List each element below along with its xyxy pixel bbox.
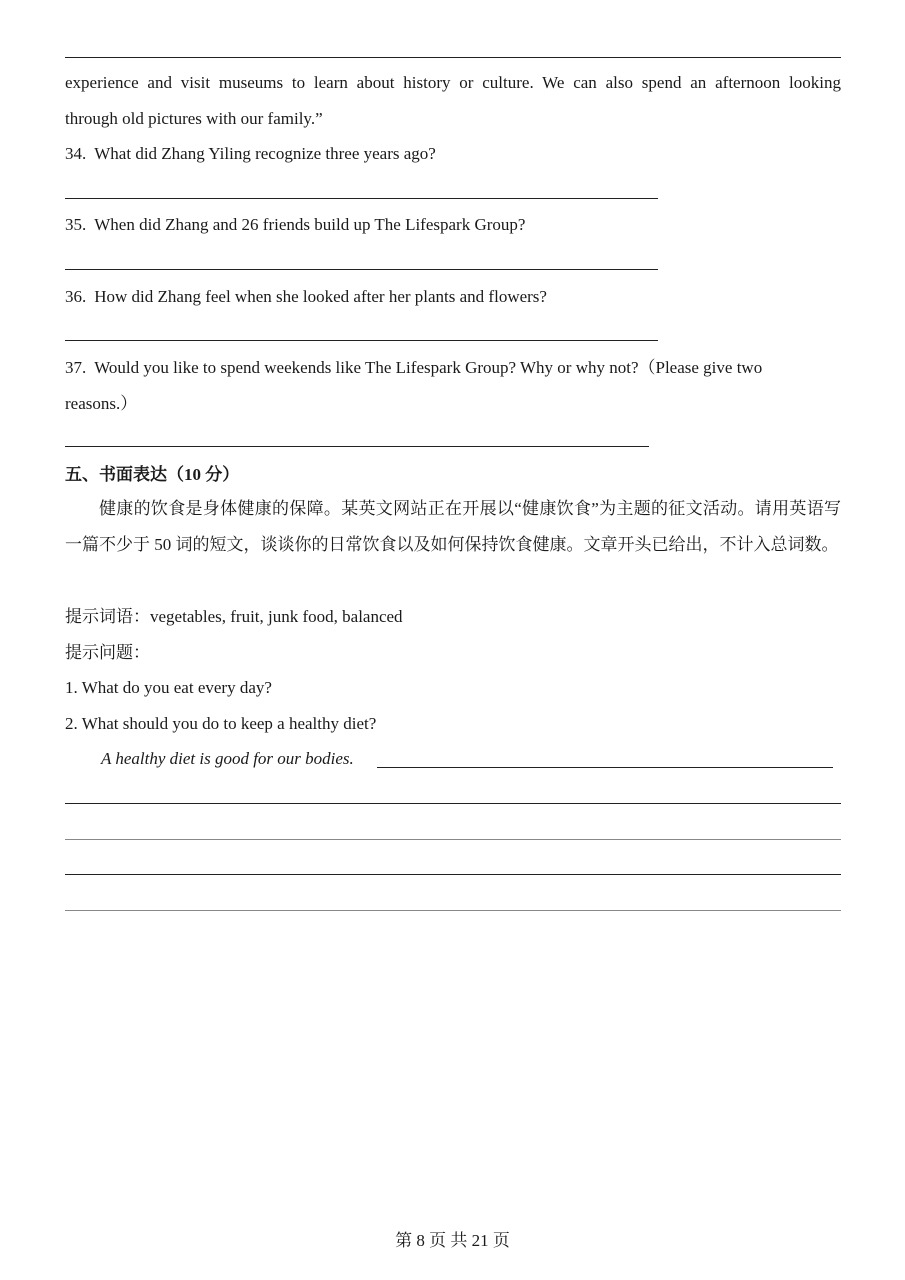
hint-words-row xyxy=(65,606,403,628)
passage-line-2: through old pictures with our family.” xyxy=(65,109,323,128)
question-text: How did Zhang feel when she looked after her plants and flowers? xyxy=(94,287,547,306)
answer-line-35[interactable] xyxy=(65,269,658,270)
question-34 xyxy=(65,143,436,165)
writing-prompt-text: 健康的饮食是身体健康的保障。某英文网站正在开展以“健康饮食”为主题的征文活动。请用英语写一篇不少于 50 词的短文，谈谈你的日常饮食以及如何保持饮食健康。文章开头已给出，不计入总词数。 xyxy=(65,499,841,554)
hint-words-label: 提示词语： xyxy=(65,607,150,626)
answer-line-36[interactable] xyxy=(65,340,658,341)
essay-line-2[interactable] xyxy=(65,839,841,840)
passage-line-1: experience and visit museums to learn about history or culture. We can also spend an afternoon looking xyxy=(65,73,841,92)
hint-question-1: 1. What do you eat every day? xyxy=(65,678,272,697)
answer-line-37[interactable] xyxy=(65,446,649,447)
top-answer-line xyxy=(65,57,841,58)
question-number: 36. xyxy=(65,287,87,306)
question-text: Would you like to spend weekends like The Lifespark Group? Why or why not?（Please give two xyxy=(94,358,763,377)
essay-line-3[interactable] xyxy=(65,874,841,875)
question-37-continued: reasons.） xyxy=(65,394,138,413)
question-number: 34. xyxy=(65,144,87,163)
hint-questions-label: 提示问题： xyxy=(65,643,150,662)
question-number: 37. xyxy=(65,358,87,377)
question-text: What did Zhang Yiling recognize three years ago? xyxy=(94,144,436,163)
hint-words: vegetables, fruit, junk food, balanced xyxy=(150,607,403,626)
essay-line-4[interactable] xyxy=(65,910,841,911)
writing-prompt xyxy=(65,491,841,563)
question-37 xyxy=(65,357,762,379)
question-35 xyxy=(65,214,525,236)
section-heading: 五、书面表达（10 分） xyxy=(65,465,240,484)
answer-line-34[interactable] xyxy=(65,198,658,199)
hint-question-2: 2. What should you do to keep a healthy diet? xyxy=(65,714,377,733)
essay-line-0[interactable] xyxy=(377,767,833,768)
question-36 xyxy=(65,286,547,308)
question-number: 35. xyxy=(65,215,87,234)
essay-opening: A healthy diet is good for our bodies. xyxy=(101,749,354,768)
essay-line-1[interactable] xyxy=(65,803,841,804)
question-text: When did Zhang and 26 friends build up The Lifespark Group? xyxy=(94,215,526,234)
page-footer: 第 8 页 共 21 页 xyxy=(395,1231,510,1250)
